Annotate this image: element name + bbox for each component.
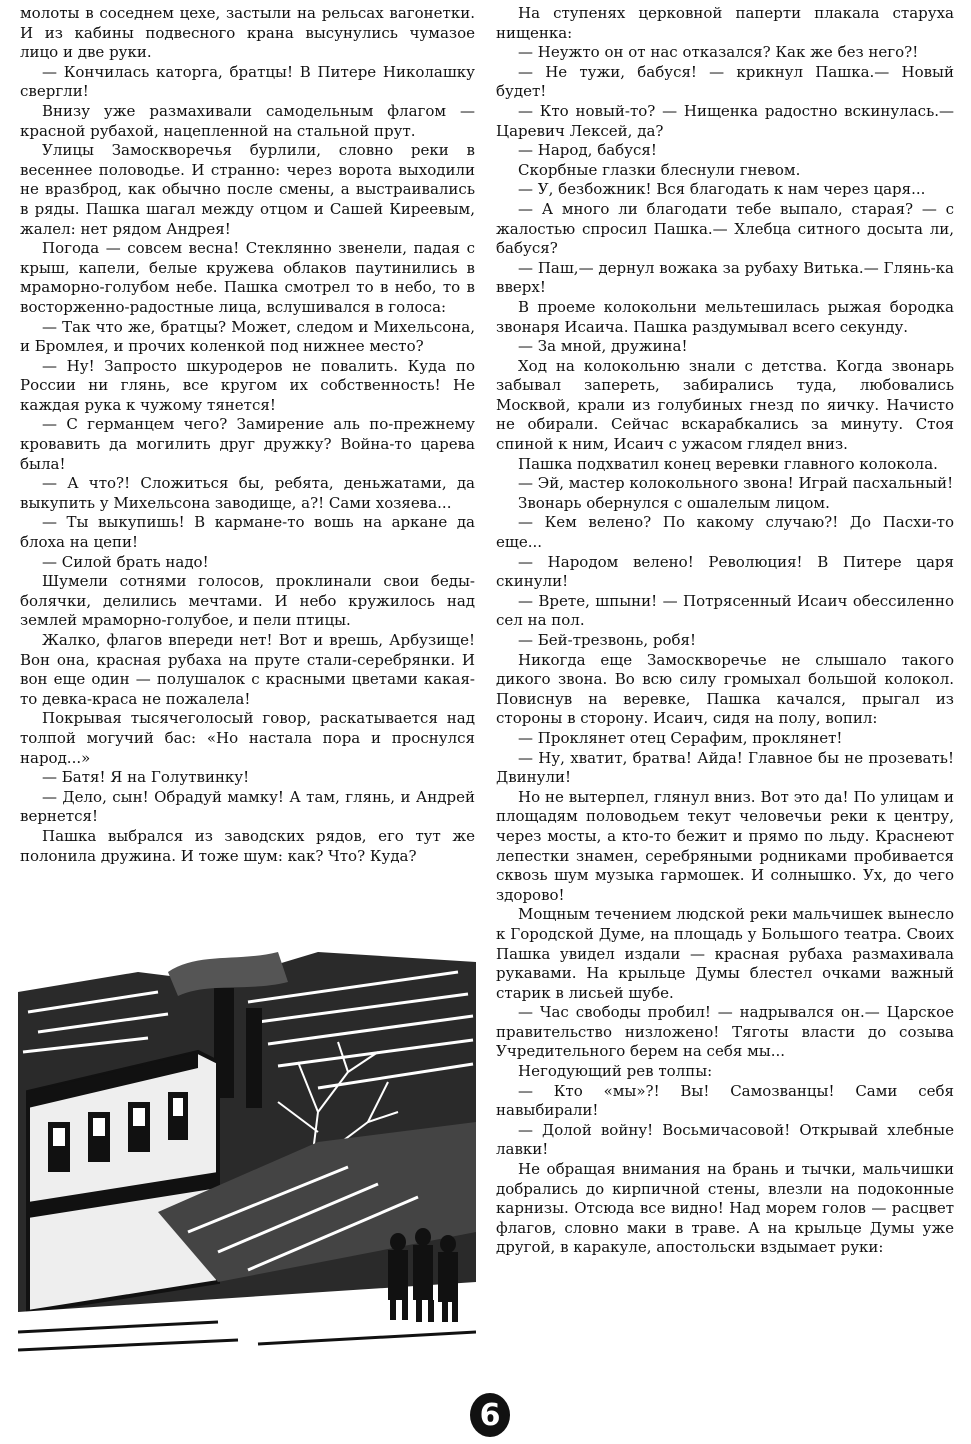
paragraph: — Врете, шпыни! — Потрясенный Исаич обессиленно сел на пол.	[496, 591, 954, 630]
paragraph: — Долой войну! Восьмичасовой! Открывай хлебные лавки!	[496, 1120, 954, 1159]
paragraph: — Эй, мастер колокольного звона! Играй пасхальный!	[518, 474, 954, 493]
paragraph: Улицы Замоскворечья бурлили, словно реки в весеннее половодье. И странно: через ворота выходили не вразброд, как обычно после смены, а выстраивались в ряды. Пашка шагал между отцом и Сашей Киреевым, жалел: нет рядом Андрея!	[20, 141, 475, 238]
paragraph: Шумели сотнями голосов, проклинали свои беды-болячки, делились мечтами. И небо кружилось над землей мраморно-голубое, и пели птицы.	[20, 572, 475, 630]
paragraph: В проеме колокольни мельтешилась рыжая бородка звонаря Исаича. Пашка раздумывал всего секунду.	[496, 297, 954, 336]
paragraph: Внизу уже размахивали самодельным флагом — красной рубахой, нацепленной на стальной прут.	[20, 101, 475, 140]
paragraph: молоты в соседнем цехе, застыли на рельсах вагонетки. И из кабины подвесного крана высунулись чумазое лицо и две руки.	[20, 4, 475, 62]
paragraph: — Кончилась каторга, братцы! В Питере Николашку свергли!	[20, 62, 475, 101]
paragraph: — Батя! Я на Голутвинку!	[42, 768, 250, 787]
paragraph: — Кто новый-то? — Нищенка радостно вскинулась.— Царевич Лексей, да?	[496, 101, 954, 140]
paragraph: Звонарь обернулся с ошалелым лицом.	[518, 493, 830, 512]
paragraph: — Проклянет отец Серафим, проклянет!	[518, 728, 843, 747]
paragraph: На ступенях церковной паперти плакала старуха нищенка:	[496, 4, 954, 42]
paragraph: — Ну, хватит, братва! Айда! Главное бы не прозевать! Двинули!	[496, 748, 954, 787]
paragraph: Пашка подхватил конец веревки главного колокола.	[518, 454, 938, 473]
paragraph: — Ну! Запросто шкуродеров не повалить. Куда по России ни глянь, все кругом их собственность! Не каждая рука к чужому тянется!	[20, 356, 475, 414]
paragraph: — У, безбожник! Вся благодать к нам через царя...	[518, 180, 926, 199]
woodcut-illustration	[18, 952, 476, 1364]
right-text-column	[496, 4, 954, 1258]
paragraph: Негодующий рев толпы:	[518, 1062, 713, 1081]
paragraph: Пашка выбрался из заводских рядов, его тут же полонила дружина. И тоже шум: как? Что? Куда?	[20, 826, 475, 865]
paragraph: Скорбные глазки блеснули гневом.	[518, 160, 801, 179]
paragraph: — Дело, сын! Обрадуй мамку! А там, глянь, и Андрей вернется!	[20, 787, 475, 826]
paragraph: — Так что же, братцы? Может, следом и Михельсона, и Бромлея, и прочих коленкой под нижнее место?	[20, 317, 475, 356]
paragraph: — А много ли благодати тебе выпало, старая? — с жалостью спросил Пашка.— Хлебца ситного досыта ли, бабуся?	[496, 199, 954, 258]
paragraph: — Паш,— дернул вожака за рубаху Витька.— Глянь-ка вверх!	[496, 258, 954, 297]
paragraph: Ход на колокольню знали с детства. Когда звонарь забывал запереть, забирались туда, любовались Москвой, крали из голубиных гнезд по яичку. Начисто не обирали. Сейчас вскарабкались за минуту. Стоя спиной к ним, Исаич с ужасом глядел вниз.	[496, 356, 954, 454]
paragraph: Не обращая внимания на брань и тычки, мальчишки добрались до кирпичной стены, влезли на подоконные карнизы. Отсюда все видно! Над морем голов — расцвет флагов, словно маки в траве. А на крыльце Думы уже другой, в каракуле, апостольски вздымает руки:	[496, 1160, 954, 1257]
paragraph: — Час свободы пробил! — надрывался он.— Царское правительство низложено! Тяготы власти до созыва Учредительного берем на себя мы...	[496, 1003, 954, 1061]
paragraph: — Народ, бабуся!	[518, 141, 657, 160]
paragraph: — Бей-трезвонь, робя!	[518, 631, 697, 649]
paragraph: — Кем велено? По какому случаю?! До Пасхи-то еще...	[496, 513, 954, 552]
paragraph: Покрывая тысячеголосый говор, раскатывается над толпой могучий бас: «Но настала пора и проснулся народ...»	[20, 709, 475, 767]
paragraph: — А что?! Сложиться бы, ребята, деньжатами, да выкупить у Михельсона заводище, а?! Сами хозяева...	[20, 474, 475, 512]
paragraph: Жалко, флагов впереди нет! Вот и врешь, Арбузище! Вон она, красная рубаха на пруте стали-серебрянки. И вон еще один — полушалок с красными цветами какая-то девка-краса не пожалела!	[20, 631, 475, 708]
paragraph: Но не вытерпел, глянул вниз. Вот это да! По улицам и площадям половодьем текут человечьи реки к центру, через мосты, а кто-то бежит и прямо по льду. Краснеют лепестки знамен, серебряными родниками пробивается сквозь шум музыка гармошек. И солнышко. Ух, до чего здорово!	[496, 787, 954, 904]
paragraph: Погода — совсем весна! Стеклянно звенели, падая с крыш, капели, белые кружева облаков паутинились в мраморно-голубом небе. Пашка смотрел то в небо, то в восторженно-радостные лица, вслушивался в голоса:	[20, 239, 475, 316]
paragraph: — Кто «мы»?! Вы! Самозванцы! Сами себя навыбирали!	[496, 1081, 954, 1120]
paragraph: — Не тужи, бабуся! — крикнул Пашка.— Новый будет!	[496, 62, 954, 101]
paragraph: — Ты выкупишь! В кармане-то вошь на аркане да блоха на цепи!	[20, 513, 475, 552]
page-number: 6	[470, 1393, 510, 1437]
paragraph: — За мной, дружина!	[518, 337, 688, 356]
paragraph: — Народом велено! Революция! В Питере царя скинули!	[496, 552, 954, 591]
paragraph: — Неужто он от нас отказался? Как же без него?!	[518, 43, 919, 62]
left-text-column	[20, 4, 475, 866]
paragraph: Мощным течением людской реки мальчишек вынесло к Городской Думе, на площадь у Большого театра. Своих Пашка увидел издали — красная рубаха размахивала рукавами. На крыльце Думы блестел очками важный старик в лисьей шубе.	[496, 905, 954, 1002]
paragraph: — Силой брать надо!	[42, 552, 209, 571]
paragraph: — С германцем чего? Замирение аль по-прежнему кровавить да могилить друг дружку? Война-то царева была!	[20, 415, 475, 473]
paragraph: Никогда еще Замоскворечье не слышало такого дикого звона. Во всю силу громыхал большой колокол. Повиснув на веревке, Пашка качался, прыгал из стороны в сторону. Исаич, сидя на полу, вопил:	[496, 650, 954, 728]
